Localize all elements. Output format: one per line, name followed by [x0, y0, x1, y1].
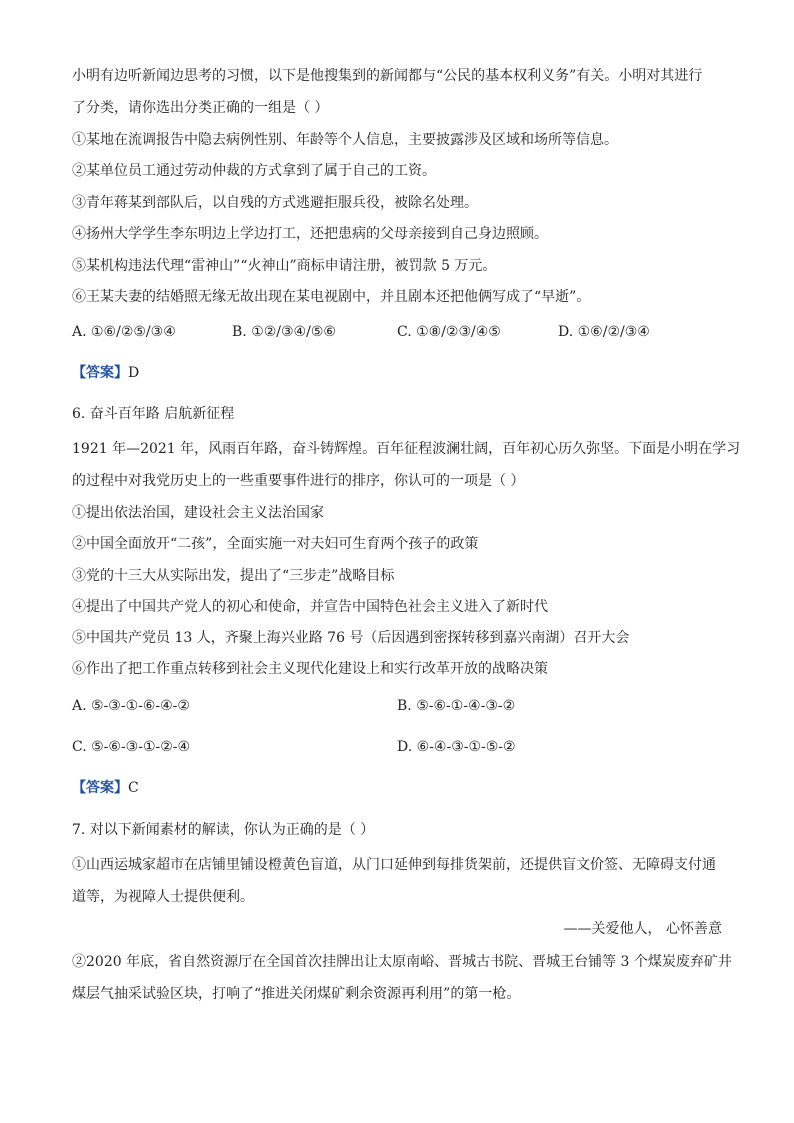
- answer-value: D: [128, 365, 140, 381]
- q5-stem-line2: 了分类，请你选出分类正确的一组是（ ）: [72, 100, 329, 116]
- answer-tag: 【答案】: [72, 780, 128, 796]
- q6-item-2: ②中国全面放开“二孩”，全面实施一对夫妇可生育两个孩子的政策: [72, 536, 479, 552]
- q5-item-5: ⑤某机构违法代理“雷神山”“火神山”商标申请注册，被罚款 5 万元。: [72, 258, 497, 274]
- q6-stem-line2: 的过程中对我党历史上的一些重要事件进行的排序，你认可的一项是（ ）: [72, 473, 525, 489]
- answer-tag: 【答案】: [72, 365, 128, 381]
- q7-item1-line2: 道等，为视障人士提供便利。: [72, 889, 254, 905]
- q5-item-6: ⑥王某夫妻的结婚照无缘无故出现在某电视剧中，并且剧本还把他俩写成了“早逝”。: [72, 289, 591, 305]
- q7-item1-line1: ①山西运城家超市在店铺里铺设橙黄色盲道，从门口延伸到每排货架前，还提供盲文价签、无障碍支付通: [72, 857, 716, 873]
- q6-stem-line1: 1921 年—2021 年，风雨百年路，奋斗铸辉煌。百年征程波澜壮阔，百年初心历久弥坚。下面是小明在学习: [72, 441, 741, 457]
- q5-option-b: B. ①②/③④/⑤⑥: [232, 324, 336, 340]
- answer-value: C: [128, 780, 139, 796]
- q7-item2-line2: 煤层气抽采试验区块，打响了“推进关闭煤矿剩余资源再利用”的第一枪。: [72, 986, 521, 1002]
- q5-option-c: C. ①⑧/②③/④⑤: [397, 324, 501, 340]
- q6-item-5: ⑤中国共产党员 13 人，齐聚上海兴业路 76 号（后因遇到密探转移到嘉兴南湖）召开大会: [72, 630, 630, 646]
- q7-item1-caption: ——关爱他人， 心怀善意: [563, 921, 722, 937]
- q6-option-b: B. ⑤-⑥-①-④-③-②: [397, 698, 516, 714]
- q6-item-6: ⑥作出了把工作重点转移到社会主义现代化建设上和实行改革开放的战略决策: [72, 661, 548, 677]
- q6-option-a: A. ⑤-③-①-⑥-④-②: [72, 698, 190, 714]
- q6-item-1: ①提出依法治国，建设社会主义法治国家: [72, 505, 324, 521]
- q7-stem: 7. 对以下新闻素材的解读，你认为正确的是（ ）: [72, 822, 375, 838]
- q6-item-4: ④提出了中国共产党人的初心和使命，并宣告中国特色社会主义进入了新时代: [72, 599, 548, 615]
- q6-option-d: D. ⑥-④-③-①-⑤-②: [397, 739, 516, 755]
- q6-item-3: ③党的十三大从实际出发，提出了“三步走”战略目标: [72, 568, 395, 584]
- q5-option-a: A. ①⑥/②⑤/③④: [72, 324, 176, 340]
- q5-item-3: ③青年蒋某到部队后，以自残的方式逃避拒服兵役，被除名处理。: [72, 195, 478, 211]
- q5-answer: [72, 363, 139, 383]
- q6-answer: [72, 778, 139, 798]
- q5-option-d: D. ①⑥/②/③④: [558, 324, 650, 340]
- q7-item2-line1: ②2020 年底，省自然资源厅在全国首次挂牌出让太原南峪、晋城古书院、晋城王台铺等 3 个煤炭废弃矿井: [72, 954, 732, 970]
- q5-item-1: ①某地在流调报告中隐去病例性别、年龄等个人信息，主要披露涉及区域和场所等信息。: [72, 132, 618, 148]
- q6-option-c: C. ⑤-⑥-③-①-②-④: [72, 739, 191, 755]
- q5-item-2: ②某单位员工通过劳动仲裁的方式拿到了属于自己的工资。: [72, 163, 436, 179]
- q5-stem-line1: 小明有边听新闻边思考的习惯，以下是他搜集到的新闻都与“公民的基本权利义务”有关。小明对其进行: [72, 68, 703, 84]
- q6-title: 6. 奋斗百年路 启航新征程: [72, 406, 235, 422]
- q5-item-4: ④扬州大学学生李东明边上学边打工，还把患病的父母亲接到自己身边照顾。: [72, 226, 548, 242]
